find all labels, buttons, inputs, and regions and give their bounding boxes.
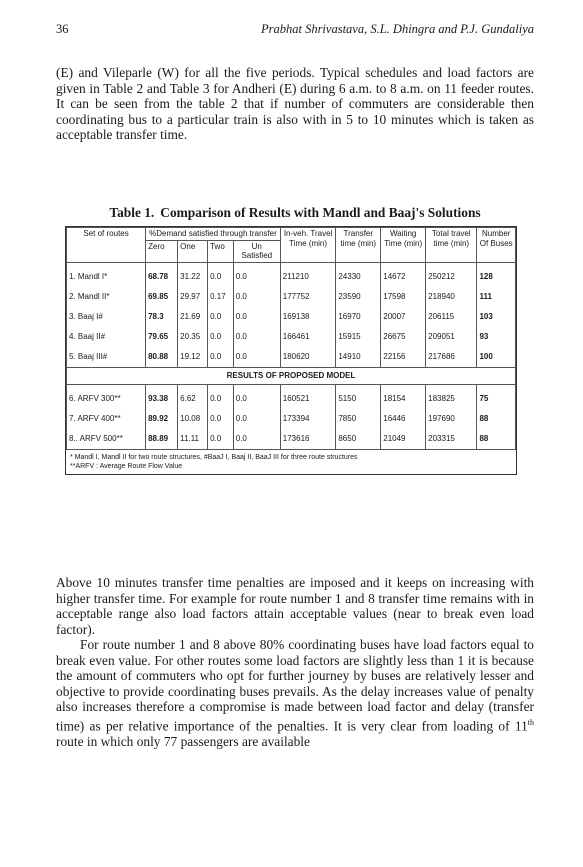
table-cell: 211210 <box>280 267 336 287</box>
table-cell: 111 <box>477 287 516 307</box>
table-row <box>67 429 516 449</box>
table-cell: 16970 <box>336 307 381 327</box>
table-cell: 203315 <box>426 429 477 449</box>
table-cell: 0.0 <box>233 327 280 347</box>
table-cell: 10.08 <box>178 409 208 429</box>
table-cell: 88.89 <box>146 429 178 449</box>
table-cell: 0.0 <box>208 429 234 449</box>
table-cell: 4. Baaj II# <box>67 327 146 347</box>
table-cell: 166461 <box>280 327 336 347</box>
table-cell: 160521 <box>280 389 336 409</box>
table-label: Table 1. <box>109 205 155 220</box>
table-cell: 18154 <box>381 389 426 409</box>
table-cell: 14672 <box>381 267 426 287</box>
table-cell: 22156 <box>381 347 426 368</box>
header-set-of-routes: Set of routes <box>67 228 146 263</box>
table-cell: 88 <box>477 429 516 449</box>
table-cell: 26675 <box>381 327 426 347</box>
table-cell: 93.38 <box>146 389 178 409</box>
table-cell: 173616 <box>280 429 336 449</box>
table-footnotes <box>66 449 516 474</box>
header-unsatisfied: Un Satisfied <box>233 240 280 262</box>
ordinal-suffix: th <box>527 717 534 727</box>
table-cell: 0.0 <box>233 347 280 368</box>
table-cell: 0.0 <box>208 347 234 368</box>
table-cell: 0.0 <box>233 429 280 449</box>
table-cell: 0.0 <box>233 287 280 307</box>
table-cell: 24330 <box>336 267 381 287</box>
header-waiting-time: Waiting Time (min) <box>381 228 426 263</box>
header-buses: Number Of Buses <box>477 228 516 263</box>
table-cell: 19.12 <box>178 347 208 368</box>
table-row <box>67 347 516 368</box>
table-cell: 6.62 <box>178 389 208 409</box>
table-cell: 0.0 <box>208 327 234 347</box>
footnote-arfv: **ARFV : Average Route Flow Value <box>70 462 183 470</box>
table-caption <box>56 205 534 221</box>
footnote-route-structures: * Mandl I, Mandl II for two route structures, #BaaJ I, Baaj II, BaaJ III for three route structures <box>70 453 358 461</box>
table-cell: 79.65 <box>146 327 178 347</box>
table-cell: 250212 <box>426 267 477 287</box>
table-cell: 6. ARFV 300** <box>67 389 146 409</box>
table-cell: 103 <box>477 307 516 327</box>
table-cell: 217686 <box>426 347 477 368</box>
table-cell: 17598 <box>381 287 426 307</box>
table-cell: 7850 <box>336 409 381 429</box>
table-cell: 78.3 <box>146 307 178 327</box>
table-cell: 0.0 <box>208 409 234 429</box>
table-cell: 75 <box>477 389 516 409</box>
paragraph-transfer-penalties: Above 10 minutes transfer time penalties are imposed and it keeps on increasing with higher transfer time. For example for route number 1 and 8 transfer time remains with in acceptable range also load factors attain acceptable values (near to break even load factor). <box>56 575 534 637</box>
table-row <box>67 389 516 409</box>
results-table <box>66 227 516 449</box>
table-cell: 206115 <box>426 307 477 327</box>
table-cell: 5150 <box>336 389 381 409</box>
header-demand: %Demand satisfied through transfer <box>146 228 281 241</box>
table-cell: 2. Mandl II* <box>67 287 146 307</box>
table-cell: 89.92 <box>146 409 178 429</box>
paragraph-text: For route number 1 and 8 above 80% coordinating buses have load factors equal to break even value. For other routes some load factors are slightly less than 1 it is because the amount of commuters who opt for further journey by buses are relatively lesser and objective to provide coordinating buses prevails. As the delay increases value of penalty also increases therefore a compromise is made between load factor and delay (transfer time) as per relative importance of the penalties. It is very clear from loading of 11 <box>56 637 534 734</box>
table-cell: 0.0 <box>233 267 280 287</box>
table-cell: 21049 <box>381 429 426 449</box>
table-cell: 11.11 <box>178 429 208 449</box>
section-header-row <box>67 367 516 384</box>
table-cell: 69.85 <box>146 287 178 307</box>
table-row <box>67 287 516 307</box>
table-cell: 0.0 <box>208 267 234 287</box>
table-cell: 197690 <box>426 409 477 429</box>
table-cell: 3. Baaj I# <box>67 307 146 327</box>
table-row <box>67 267 516 287</box>
header-two: Two <box>208 240 234 262</box>
table-cell: 16446 <box>381 409 426 429</box>
table-cell: 15915 <box>336 327 381 347</box>
table-cell: 23590 <box>336 287 381 307</box>
table-cell: 177752 <box>280 287 336 307</box>
table-cell: 20.35 <box>178 327 208 347</box>
table-cell: 1. Mandl I* <box>67 267 146 287</box>
table-cell: 0.0 <box>208 389 234 409</box>
page-number: 36 <box>56 22 69 36</box>
table-cell: 14910 <box>336 347 381 368</box>
table-cell: 180620 <box>280 347 336 368</box>
running-header <box>56 22 534 42</box>
header-transfer-time: Transfer time (min) <box>336 228 381 263</box>
table-cell: 0.17 <box>208 287 234 307</box>
table-cell: 8650 <box>336 429 381 449</box>
table-body-existing <box>67 262 516 384</box>
table-cell: 209051 <box>426 327 477 347</box>
header-total-time: Total travel time (min) <box>426 228 477 263</box>
table-cell: 100 <box>477 347 516 368</box>
table-cell: 0.0 <box>233 409 280 429</box>
table-cell: 80.88 <box>146 347 178 368</box>
results-table-frame <box>65 226 517 475</box>
table-cell: 7. ARFV 400** <box>67 409 146 429</box>
table-cell: 0.0 <box>233 307 280 327</box>
table-cell: 8.. ARFV 500** <box>67 429 146 449</box>
header-one: One <box>178 240 208 262</box>
table-cell: 5. Baaj III# <box>67 347 146 368</box>
table-cell: 68.78 <box>146 267 178 287</box>
table-cell: 88 <box>477 409 516 429</box>
table-cell: 31.22 <box>178 267 208 287</box>
paragraph-text-end: route in which only 77 passengers are available <box>56 734 310 750</box>
header-zero: Zero <box>146 240 178 262</box>
table-cell: 0.0 <box>208 307 234 327</box>
table-row <box>67 409 516 429</box>
table-title: Comparison of Results with Mandl and Baaj's Solutions <box>160 205 481 220</box>
running-header-authors: Prabhat Shrivastava, S.L. Dhingra and P.J. Gundaliya <box>260 22 534 36</box>
table-cell: 21.69 <box>178 307 208 327</box>
paragraph-load-factors <box>56 637 534 750</box>
table-cell: 183825 <box>426 389 477 409</box>
table-cell: 218940 <box>426 287 477 307</box>
header-in-vehicle-time: In-veh. Travel Time (min) <box>280 228 336 263</box>
table-cell: 93 <box>477 327 516 347</box>
table-row <box>67 327 516 347</box>
table-cell: 20007 <box>381 307 426 327</box>
table-body-proposed <box>67 384 516 449</box>
paragraph-intro: (E) and Vileparle (W) for all the five periods. Typical schedules and load factors are given in Table 2 and Table 3 for Andheri (E) during 6 a.m. to 8 a.m. on 11 feeder routes. It can be seen from the table 2 that if number of commuters are considerable then coordinating bus to a particular train is also with in 5 to 10 minutes which is taken as acceptable transfer time. <box>56 65 534 143</box>
table-cell: 128 <box>477 267 516 287</box>
section-title: RESULTS OF PROPOSED MODEL <box>67 367 516 384</box>
table-cell: 173394 <box>280 409 336 429</box>
table-row <box>67 307 516 327</box>
table-cell: 169138 <box>280 307 336 327</box>
table-cell: 29.97 <box>178 287 208 307</box>
table-cell: 0.0 <box>233 389 280 409</box>
